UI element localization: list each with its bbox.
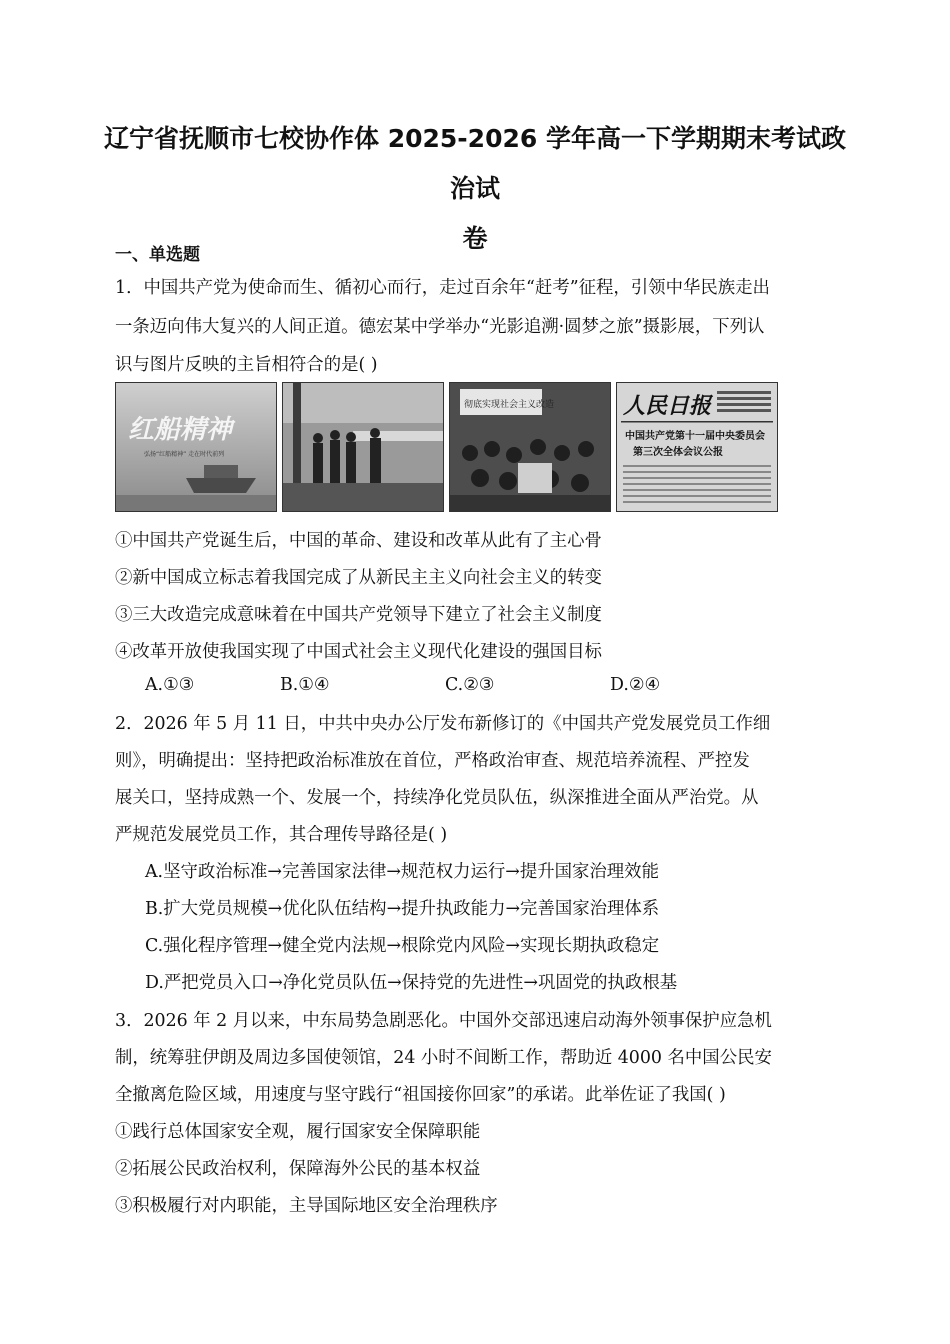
photo-founding-ceremony xyxy=(282,382,444,512)
title-line-2: 卷 xyxy=(462,224,488,253)
page-title xyxy=(100,114,850,264)
q1-option-a[interactable]: A.①③ xyxy=(145,675,195,695)
q1-statement-3: ③三大改造完成意味着在中国共产党领导下建立了社会主义制度 xyxy=(115,605,602,625)
q3-statement-2: ②拓展公民政治权利，保障海外公民的基本权益 xyxy=(115,1159,481,1179)
q3-line-1: 3．2026 年 2 月以来，中东局势急剧恶化。中国外交部迅速启动海外领事保护应急机 xyxy=(115,1011,772,1031)
q1-statement-2: ②新中国成立标志着我国完成了从新民主主义向社会主义的转变 xyxy=(115,568,602,588)
q2-line-4: 严规范发展党员工作，其合理传导路径是( ) xyxy=(115,825,448,845)
photo-red-boat xyxy=(115,382,277,512)
q3-statement-1: ①践行总体国家安全观，履行国家安全保障职能 xyxy=(115,1122,481,1142)
q1-option-c[interactable]: C.②③ xyxy=(445,675,495,695)
photo3-banner: 彻底实现社会主义改造 xyxy=(464,400,555,410)
photo4-masthead: 人民日报 xyxy=(623,393,712,419)
q3-line-2: 制，统筹驻伊朗及周边多国使领馆，24 小时不间断工作，帮助近 4000 名中国公民安 xyxy=(115,1048,772,1068)
q2-line-3: 展关口，坚持成熟一个、发展一个，持续净化党员队伍，纵深推进全面从严治党。从 xyxy=(115,788,759,808)
q3-line-3: 全撤离危险区域，用速度与坚守践行“祖国接你回家”的承诺。此举佐证了我国( ) xyxy=(115,1085,726,1105)
q1-line-2: 一条迈向伟大复兴的人间正道。德宏某中学举办“光影追溯·圆梦之旅”摄影展，下列认 xyxy=(115,317,765,337)
section-heading: 一、单选题 xyxy=(115,245,200,265)
photo-crowd-celebration xyxy=(449,382,611,512)
q2-option-d[interactable]: D.严把党员入口→净化党员队伍→保持党的先进性→巩固党的执政根基 xyxy=(145,973,678,993)
q2-option-a[interactable]: A.坚守政治标准→完善国家法律→规范权力运行→提升国家治理效能 xyxy=(145,862,659,882)
photo4-headline-2: 第三次全体会议公报 xyxy=(633,447,723,458)
q1-line-1: 1．中国共产党为使命而生、循初心而行，走过百余年“赶考”征程，引领中华民族走出 xyxy=(115,278,770,298)
q1-option-b[interactable]: B.①④ xyxy=(280,675,330,695)
q1-option-d[interactable]: D.②④ xyxy=(610,675,661,695)
title-line-1: 辽宁省抚顺市七校协作体 2025-2026 学年高一下学期期末考试政治试 xyxy=(104,124,846,203)
photo1-calligraphy: 红船精神 xyxy=(128,415,233,445)
q3-statement-3: ③积极履行对内职能，主导国际地区安全治理秩序 xyxy=(115,1196,498,1216)
q2-line-2: 则》，明确提出：坚持把政治标准放在首位，严格政治审查、规范培养流程、严控发 xyxy=(115,751,750,771)
q2-option-b[interactable]: B.扩大党员规模→优化队伍结构→提升执政能力→完善国家治理体系 xyxy=(145,899,660,919)
q1-photo-strip xyxy=(115,382,780,512)
photo-peoples-daily xyxy=(616,382,778,512)
photo4-headline-1: 中国共产党第十一届中央委员会 xyxy=(625,431,765,442)
q1-line-3: 识与图片反映的主旨相符合的是( ) xyxy=(115,355,378,375)
q2-option-c[interactable]: C.强化程序管理→健全党内法规→根除党内风险→实现长期执政稳定 xyxy=(145,936,660,956)
q1-statement-4: ④改革开放使我国实现了中国式社会主义现代化建设的强国目标 xyxy=(115,642,602,662)
photo1-caption: 弘扬“红船精神” 走在时代前列 xyxy=(144,451,225,458)
q2-line-1: 2．2026 年 5 月 11 日，中共中央办公厅发布新修订的《中国共产党发展党员工作细 xyxy=(115,714,771,734)
q1-statement-1: ①中国共产党诞生后，中国的革命、建设和改革从此有了主心骨 xyxy=(115,531,602,551)
